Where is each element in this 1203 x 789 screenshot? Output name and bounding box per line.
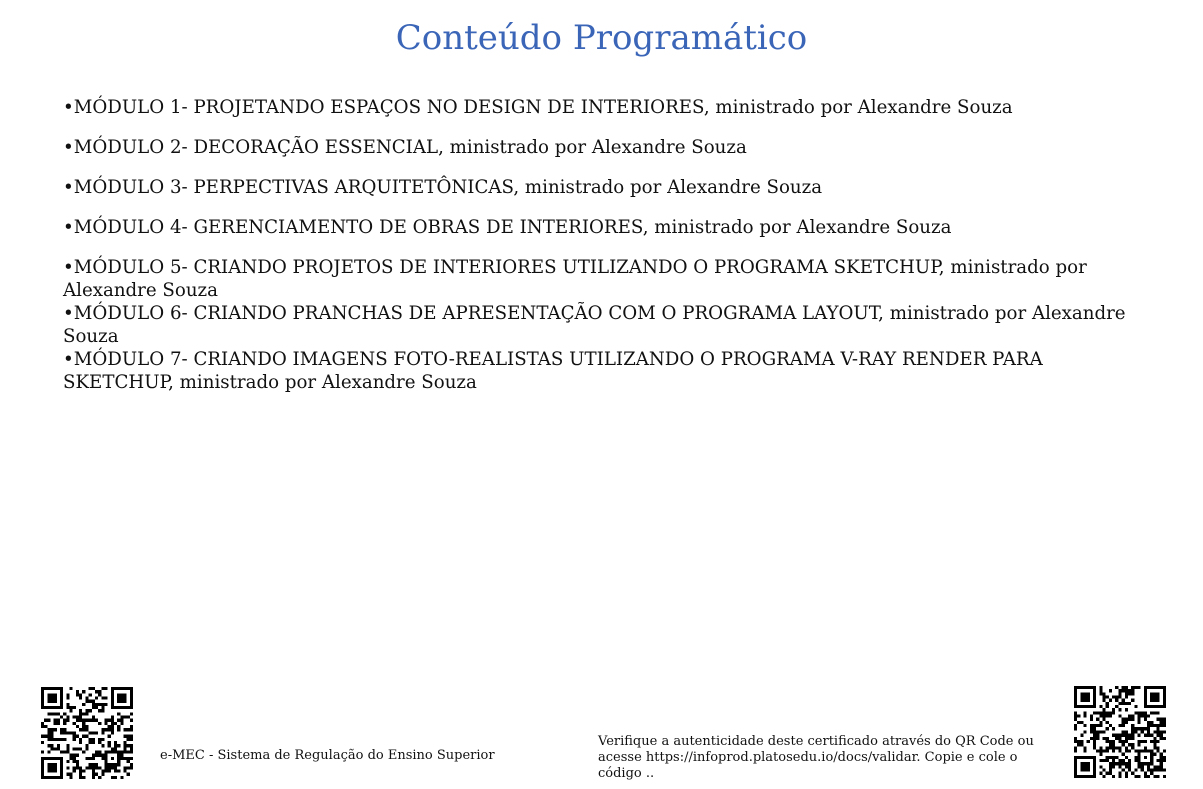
module-list <box>63 96 1143 394</box>
module-item-6: •MÓDULO 6- CRIANDO PRANCHAS DE APRESENTAÇÃO COM O PROGRAMA LAYOUT, ministrado por Alexandre Souza <box>63 303 1126 347</box>
emec-footer-text: e-MEC - Sistema de Regulação do Ensino Superior <box>160 748 495 763</box>
verification-footer-text: Verifique a autenticidade deste certificado através do QR Code ou acesse https://infoprod.platosedu.io/docs/validar. Copie e cole o código .. <box>598 734 1034 781</box>
qr-code-icon[interactable] <box>1074 686 1166 778</box>
module-item-5: •MÓDULO 5- CRIANDO PROJETOS DE INTERIORES UTILIZANDO O PROGRAMA SKETCHUP, ministrado por Alexandre Souza <box>63 257 1087 301</box>
module-item-7: •MÓDULO 7- CRIANDO IMAGENS FOTO-REALISTAS UTILIZANDO O PROGRAMA V-RAY RENDER PARA SKETCHUP, ministrado por Alexandre Souza <box>63 349 1043 393</box>
module-item-4: •MÓDULO 4- GERENCIAMENTO DE OBRAS DE INTERIORES, ministrado por Alexandre Souza <box>63 217 952 238</box>
module-item-3: •MÓDULO 3- PERPECTIVAS ARQUITETÔNICAS, ministrado por Alexandre Souza <box>63 177 823 198</box>
module-item-2: •MÓDULO 2- DECORAÇÃO ESSENCIAL, ministrado por Alexandre Souza <box>63 137 747 158</box>
qr-code-icon[interactable] <box>41 687 133 779</box>
module-item-1: •MÓDULO 1- PROJETANDO ESPAÇOS NO DESIGN DE INTERIORES, ministrado por Alexandre Souza <box>63 97 1013 118</box>
page-title: Conteúdo Programático <box>395 18 808 58</box>
